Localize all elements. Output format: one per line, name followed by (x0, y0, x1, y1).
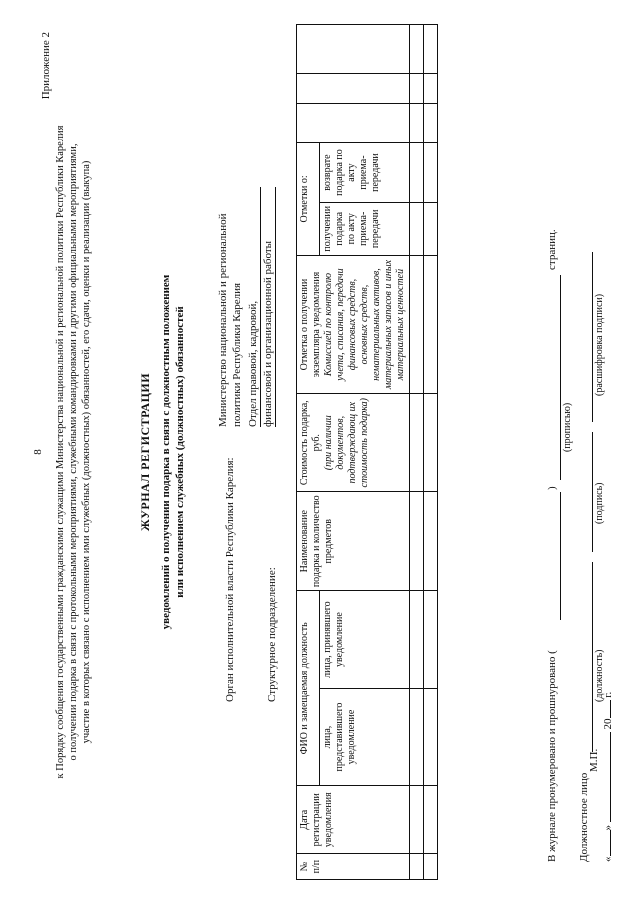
col-header-extra (297, 103, 410, 142)
date-line (602, 692, 614, 862)
official-label: Должностное лицо (578, 772, 590, 862)
decoding-line (592, 252, 593, 422)
table-cell (410, 143, 424, 203)
table-cell (410, 688, 424, 786)
col-header-mark-returned: возврате подарка по акту приема-передачи (320, 143, 410, 203)
table-cell (410, 854, 424, 880)
col-header-extra (297, 74, 410, 104)
table-row (410, 25, 424, 880)
table-cell (410, 492, 424, 591)
decoding-caption: (расшифровка подписи) (594, 293, 605, 396)
table-cell (424, 255, 438, 394)
page-subtitle (159, 142, 187, 762)
header-line: участие в которых связано с исполнением ими служебных (должностных) обязанностей, его сдачи, оценки и реализации (выкупа) (81, 160, 92, 744)
cost-title: Стоимость подарка, руб. (299, 400, 322, 486)
table-cell (410, 394, 424, 492)
table-cell (424, 103, 438, 142)
numbered-text (546, 650, 558, 862)
table-cell (410, 591, 424, 688)
cost-note: (при наличии документов, подтверждающ их стоимость подарка) (323, 398, 370, 488)
table-cell (424, 394, 438, 492)
table-cell (410, 202, 424, 255)
in-words-caption: (прописью) (562, 402, 573, 452)
table-cell (410, 786, 424, 854)
position-caption: (должность) (594, 649, 605, 702)
table-cell (424, 854, 438, 880)
table-cell (424, 492, 438, 591)
position-line (592, 562, 593, 752)
col-header-fio: ФИО и замещаемая должность (297, 591, 320, 786)
signature-caption: (подпись) (594, 482, 605, 524)
col-header-cost (297, 394, 410, 492)
pages-words-line (560, 275, 561, 480)
col-header-copy-received (297, 255, 410, 394)
numbered-label: В журнале пронумеровано и прошнуровано ( (546, 650, 558, 862)
unit-value-line: финансовой и организационной работы (261, 187, 276, 427)
organ-value: Министерство национальной и региональной политики Республики Карелия (217, 213, 243, 427)
table-row (424, 25, 438, 880)
unit-value (246, 187, 276, 427)
pages-label: страниц. (546, 229, 558, 270)
col-header-receiver: лица, принявшего уведомление (320, 591, 410, 688)
col-header-gift-name: Наименование подарка и количество предметов (297, 492, 410, 591)
table-cell (424, 786, 438, 854)
header-line: к Порядку сообщения государственными гражданскими служащими Министерства национальной и региональной политики Республики Карелия (55, 125, 66, 779)
subtitle-line: уведомлений о получении подарка в связи с должностным положением (160, 274, 172, 630)
col-header-mark-received: получении подарка по акту приема-передачи (320, 202, 410, 255)
signature-line (592, 432, 593, 552)
annex-label: Приложение 2 (40, 32, 52, 100)
table-cell (410, 103, 424, 142)
col-header-extra (297, 25, 410, 74)
table-cell (424, 202, 438, 255)
table-cell (424, 25, 438, 74)
table-cell (424, 688, 438, 786)
year-suffix: г. (602, 691, 614, 698)
table-cell (424, 591, 438, 688)
table-cell (424, 143, 438, 203)
annex-header (54, 30, 93, 874)
date-open: « (602, 856, 614, 862)
copy-title: Отметка о получении экземпляра уведомления (299, 271, 322, 378)
numbered-close: ) (546, 486, 558, 490)
organ-label: Орган исполнительной власти Республики Карелия: (224, 457, 236, 702)
table-cell (410, 255, 424, 394)
year-prefix: 20 (602, 718, 614, 730)
journal-page (20, 22, 620, 882)
page-number: 8 (32, 449, 44, 455)
copy-note: Комиссией по контролю учета, списания, передачи финансовых средств, основных средств, нематериальных активов, материальных запасов и иных материальных ценностей (323, 259, 406, 390)
page-title: ЖУРНАЛ РЕГИСТРАЦИИ (138, 372, 152, 532)
table-cell (424, 74, 438, 104)
subtitle-line: или исполнением служебных (должностных) обязанностей (174, 306, 186, 598)
header-line: о получении подарка в связи с протокольными мероприятиями, служебными командировками и другими официальными мероприятиями, (68, 143, 79, 761)
table-cell (410, 25, 424, 74)
col-header-submitter: лица, представившего уведомление (320, 688, 410, 786)
unit-value-line: Отдел правовой, кадровой, (246, 187, 261, 427)
unit-label: Структурное подразделение: (266, 567, 278, 702)
table-cell (410, 74, 424, 104)
col-header-number: № п/п (297, 854, 410, 880)
date-close: » (602, 825, 614, 831)
registration-table (296, 24, 438, 880)
col-header-marks: Отметки о: (297, 143, 320, 255)
col-header-date: Дата регистрации уведомления (297, 786, 410, 854)
stamp-place: М.П. (588, 748, 600, 772)
pages-number-line (560, 492, 561, 620)
